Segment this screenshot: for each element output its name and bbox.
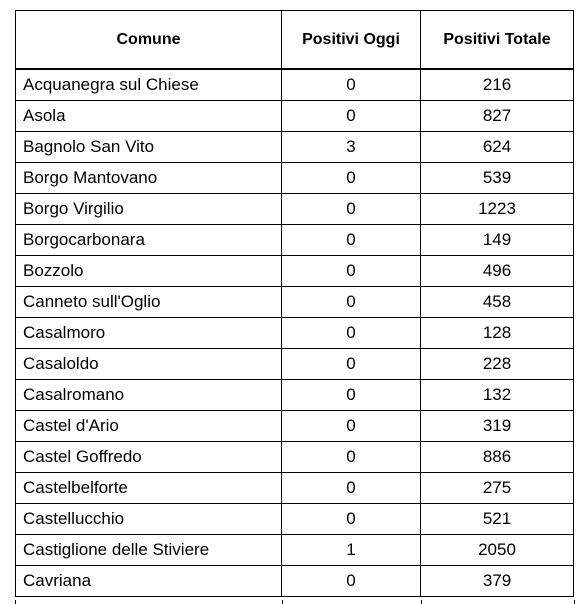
header-row	[16, 11, 574, 70]
table-header	[16, 11, 574, 70]
cell-positivi-totale: 149	[421, 225, 574, 256]
cell-positivi-oggi: 0	[282, 287, 421, 318]
cell-positivi-totale: 216	[421, 69, 574, 101]
cell-positivi-oggi: 0	[282, 473, 421, 504]
cell-positivi-totale: 379	[421, 566, 574, 597]
table-row	[16, 442, 574, 473]
cell-positivi-oggi: 0	[282, 194, 421, 225]
cell-positivi-totale: 827	[421, 101, 574, 132]
cell-positivi-totale: 539	[421, 163, 574, 194]
cell-positivi-totale: 458	[421, 287, 574, 318]
cell-positivi-oggi: 0	[282, 411, 421, 442]
cell-positivi-totale: 128	[421, 318, 574, 349]
table-continuation	[15, 600, 575, 604]
cell-positivi-totale: 886	[421, 442, 574, 473]
table-row	[16, 318, 574, 349]
cell-positivi-totale: 521	[421, 504, 574, 535]
cell-positivi-totale: 624	[421, 132, 574, 163]
table-row	[16, 349, 574, 380]
cell-positivi-oggi: 3	[282, 132, 421, 163]
table-row	[16, 535, 574, 566]
cell-positivi-totale: 228	[421, 349, 574, 380]
table-row	[16, 69, 574, 101]
table-row	[16, 473, 574, 504]
cell-comune: Cavriana	[16, 566, 282, 597]
table-continuation-divider	[574, 600, 575, 604]
table-row	[16, 566, 574, 597]
cell-positivi-oggi: 0	[282, 318, 421, 349]
header-positivi-oggi: Positivi Oggi	[282, 11, 421, 70]
table-row	[16, 163, 574, 194]
cell-comune: Bagnolo San Vito	[16, 132, 282, 163]
cell-positivi-totale: 275	[421, 473, 574, 504]
table-body	[16, 69, 574, 597]
cell-positivi-oggi: 0	[282, 349, 421, 380]
cell-positivi-totale: 132	[421, 380, 574, 411]
cell-positivi-totale: 319	[421, 411, 574, 442]
cell-positivi-oggi: 0	[282, 442, 421, 473]
table-row	[16, 256, 574, 287]
table-row	[16, 225, 574, 256]
cell-positivi-oggi: 0	[282, 163, 421, 194]
table-row	[16, 504, 574, 535]
cell-positivi-oggi: 0	[282, 225, 421, 256]
table-continuation-divider	[421, 600, 422, 604]
cell-positivi-oggi: 0	[282, 69, 421, 101]
cell-comune: Castel d'Ario	[16, 411, 282, 442]
cell-comune: Canneto sull'Oglio	[16, 287, 282, 318]
table-row	[16, 287, 574, 318]
cell-comune: Castelbelforte	[16, 473, 282, 504]
cell-comune: Asola	[16, 101, 282, 132]
cell-comune: Casalromano	[16, 380, 282, 411]
cell-positivi-oggi: 0	[282, 566, 421, 597]
cell-positivi-oggi: 0	[282, 380, 421, 411]
cell-comune: Castel Goffredo	[16, 442, 282, 473]
cell-positivi-oggi: 0	[282, 256, 421, 287]
cell-comune: Acquanegra sul Chiese	[16, 69, 282, 101]
table-continuation-divider	[282, 600, 283, 604]
cell-comune: Casaloldo	[16, 349, 282, 380]
cell-comune: Borgo Virgilio	[16, 194, 282, 225]
header-positivi-totale: Positivi Totale	[421, 11, 574, 70]
cell-positivi-oggi: 0	[282, 504, 421, 535]
table-row	[16, 380, 574, 411]
cell-positivi-totale: 1223	[421, 194, 574, 225]
cell-comune: Bozzolo	[16, 256, 282, 287]
cell-comune: Castellucchio	[16, 504, 282, 535]
cell-positivi-totale: 496	[421, 256, 574, 287]
table-row	[16, 132, 574, 163]
table-row	[16, 411, 574, 442]
cell-positivi-oggi: 1	[282, 535, 421, 566]
cell-comune: Castiglione delle Stiviere	[16, 535, 282, 566]
cell-comune: Borgo Mantovano	[16, 163, 282, 194]
table-row	[16, 194, 574, 225]
data-table	[15, 10, 574, 597]
table-row	[16, 101, 574, 132]
cell-comune: Borgocarbonara	[16, 225, 282, 256]
cell-positivi-totale: 2050	[421, 535, 574, 566]
cell-comune: Casalmoro	[16, 318, 282, 349]
cell-positivi-oggi: 0	[282, 101, 421, 132]
header-comune: Comune	[16, 11, 282, 70]
